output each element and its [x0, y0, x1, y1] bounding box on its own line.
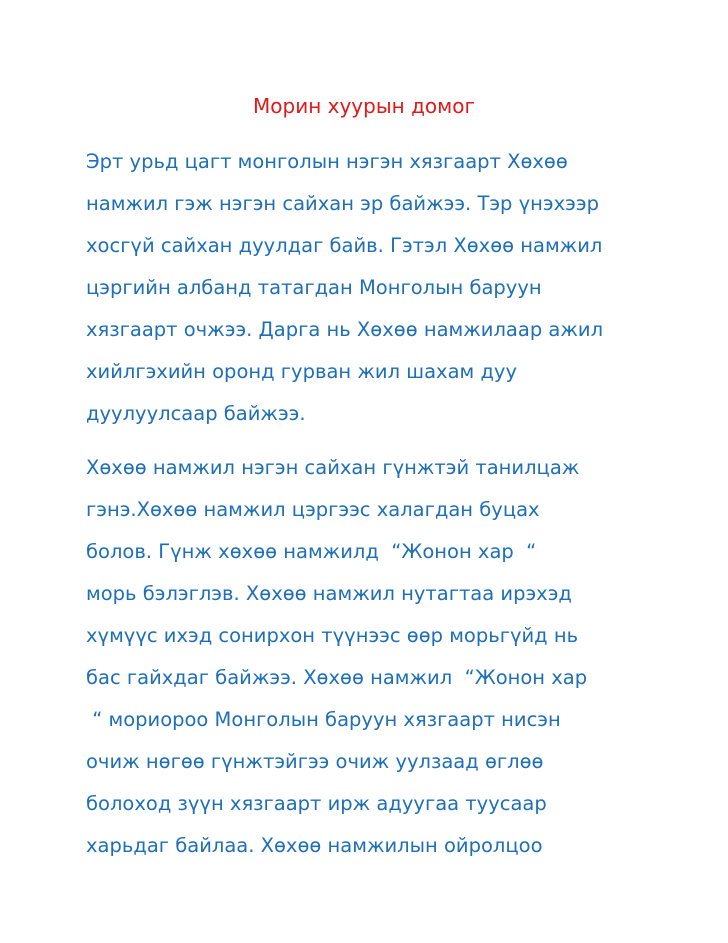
document-title: Морин хуурын домог	[253, 94, 475, 118]
text-line: морь бэлэглэв. Хөхөө намжил нутагтаа ирэхэд	[86, 582, 572, 605]
text-line: хязгаарт очжээ. Дарга нь Хөхөө намжилаар ажил	[86, 318, 604, 341]
text-line: гэнэ.Хөхөө намжил цэргээс халагдан буцах	[86, 498, 540, 521]
text-line: намжил гэж нэгэн сайхан эр байжээ. Тэр үнэхээр	[86, 192, 599, 215]
text-line: хийлгэхийн оронд гурван жил шахам дуу	[86, 360, 518, 383]
text-line: очиж нөгөө гүнжтэйгээ очиж уулзаад өглөө	[86, 750, 544, 773]
text-line: “ мориороо Монголын баруун хязгаарт нисэн	[86, 708, 561, 731]
text-line: Хөхөө намжил нэгэн сайхан гүнжтэй танилцаж	[86, 456, 580, 479]
text-line: хүмүүс ихэд сонирхон түүнээс өөр морьгүйд нь	[86, 624, 579, 647]
text-line: болоход зүүн хязгаарт ирж адуугаа туусаар	[86, 792, 547, 815]
text-line: болов. Гүнж хөхөө намжилд “Жонон хар “	[86, 540, 537, 563]
text-line: цэргийн албанд татагдан Монголын баруун	[86, 276, 542, 299]
text-line: хосгүй сайхан дуулдаг байв. Гэтэл Хөхөө намжил	[86, 234, 603, 257]
text-line: бас гайхдаг байжээ. Хөхөө намжил “Жонон хар	[86, 666, 588, 689]
text-line: дуулуулсаар байжээ.	[86, 402, 306, 425]
text-line: Эрт урьд цагт монголын нэгэн хязгаарт Хөхөө	[86, 150, 568, 173]
text-line: харьдаг байлаа. Хөхөө намжилын ойролцоо	[86, 834, 543, 857]
